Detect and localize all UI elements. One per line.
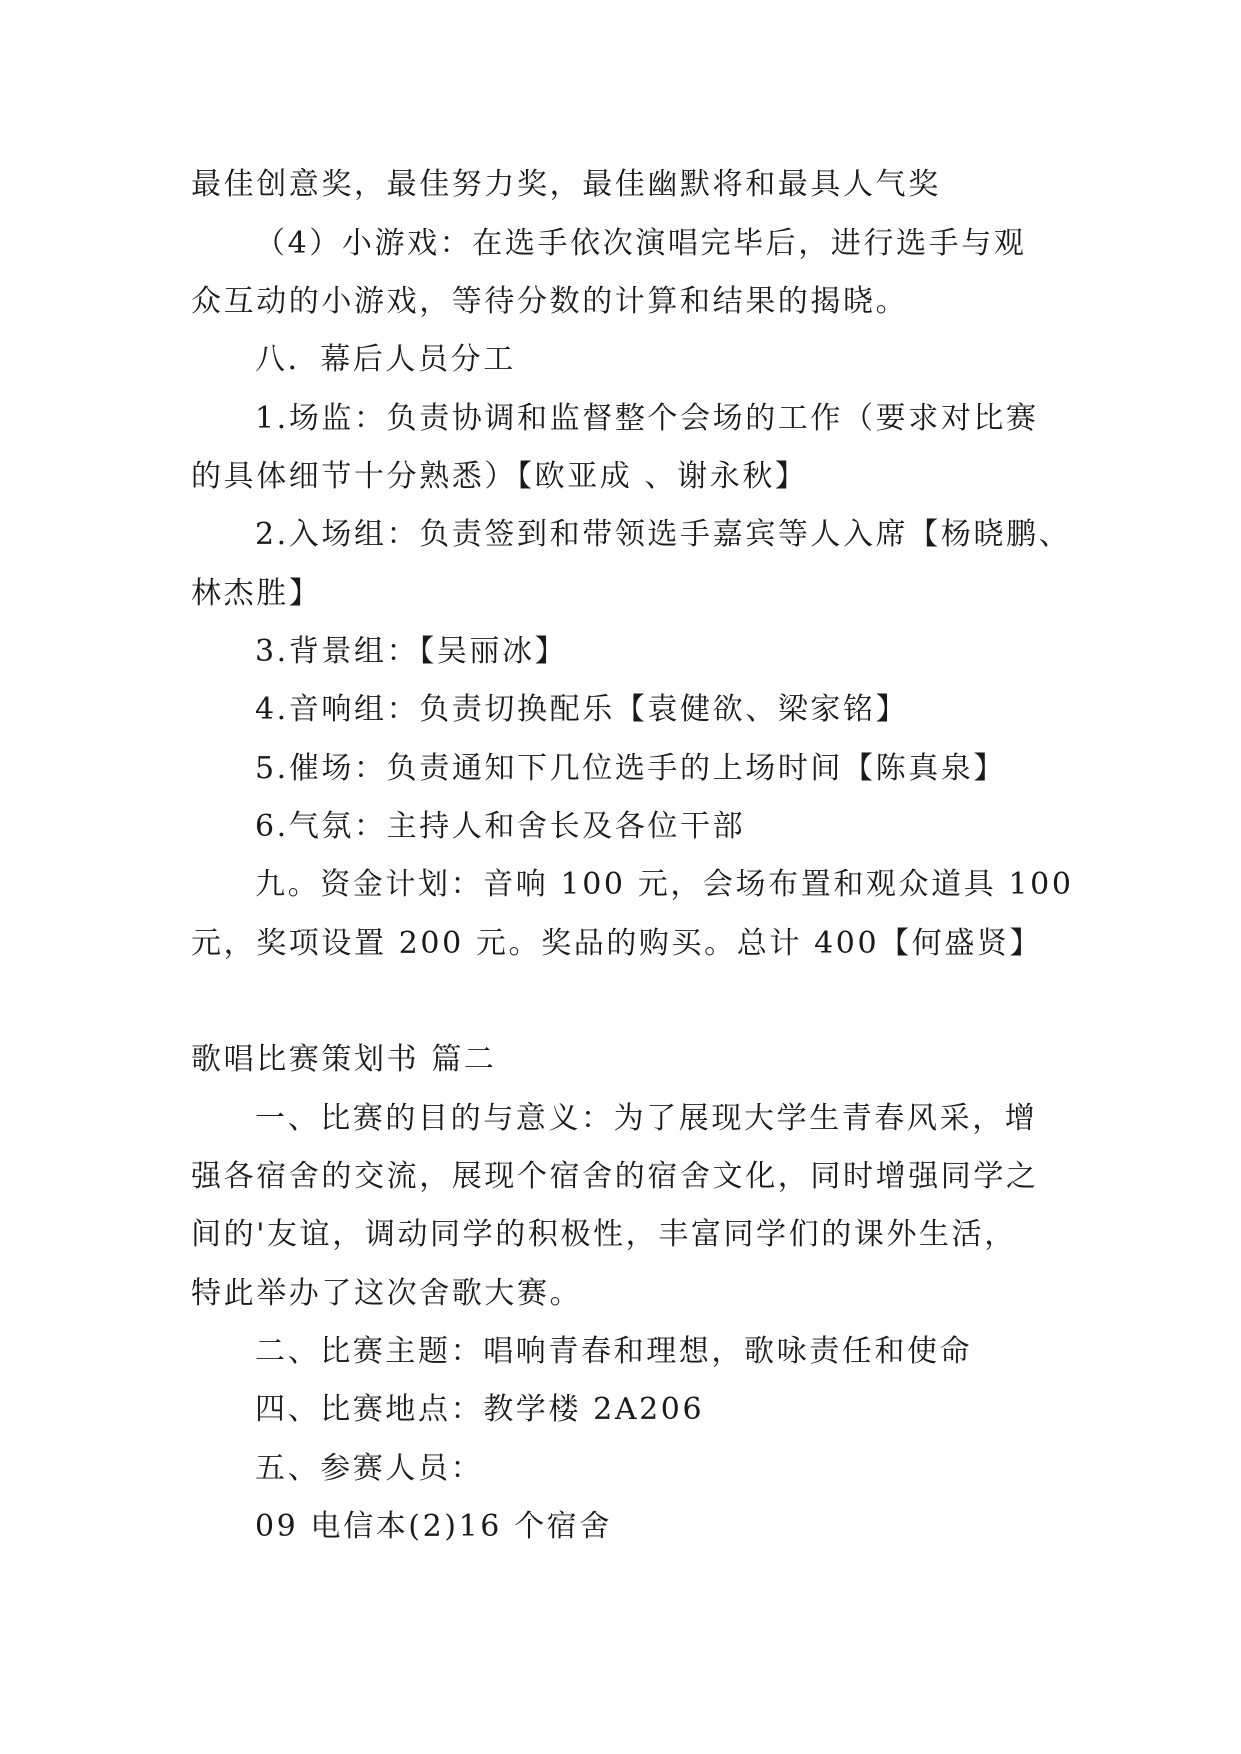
body-text-line: 九。资金计划：音响 100 元，会场布置和观众道具 100 (255, 867, 1074, 902)
section-heading: 八．幕后人员分工 (255, 342, 516, 377)
body-text-line: 最佳创意奖，最佳努力奖，最佳幽默将和最具人气奖 (191, 167, 941, 202)
body-text-line: 四、比赛地点：教学楼 2A206 (255, 1392, 705, 1427)
body-text-line: 众互动的小游戏，等待分数的计算和结果的揭晓。 (191, 284, 909, 319)
body-text-line: 2.入场组：负责签到和带领选手嘉宾等人入席【杨晓鹏、 (255, 517, 1072, 552)
body-text-line: 特此举办了这次舍歌大赛。 (191, 1276, 583, 1311)
body-text-line: 强各宿舍的交流，展现个宿舍的宿舍文化，同时增强同学之 (191, 1159, 1039, 1194)
section-title: 歌唱比赛策划书 篇二 (191, 1042, 497, 1077)
body-text-line: 的具体细节十分熟悉）【欧亚成 、谢永秋】 (191, 459, 808, 494)
body-text-line: 五、参赛人员： (255, 1451, 484, 1486)
body-text-line: （4）小游戏：在选手依次演唱完毕后，进行选手与观 (255, 226, 1027, 261)
body-text-line: 3.背景组：【吴丽冰】 (255, 634, 568, 669)
body-text-line: 09 电信本(2)16 个宿舍 (255, 1509, 612, 1544)
body-text-line: 二、比赛主题：唱响青春和理想，歌咏责任和使命 (255, 1334, 973, 1369)
body-text-line: 林杰胜】 (191, 576, 322, 611)
body-text-line: 1.场监：负责协调和监督整个会场的工作（要求对比赛 (255, 401, 1039, 436)
body-text-line: 元，奖项设置 200 元。奖品的购买。总计 400【何盛贤】 (191, 926, 1043, 961)
body-text-line: 6.气氛：主持人和舍长及各位干部 (255, 809, 746, 844)
body-text-line: 间的'友谊，调动同学的积极性，丰富同学们的课外生活， (191, 1217, 1017, 1252)
body-text-line: 4.音响组：负责切换配乐【袁健欲、梁家铭】 (255, 692, 909, 727)
body-text-line: 一、比赛的目的与意义：为了展现大学生青春风采，增 (255, 1101, 1038, 1136)
body-text-line: 5.催场：负责通知下几位选手的上场时间【陈真泉】 (255, 751, 1007, 786)
